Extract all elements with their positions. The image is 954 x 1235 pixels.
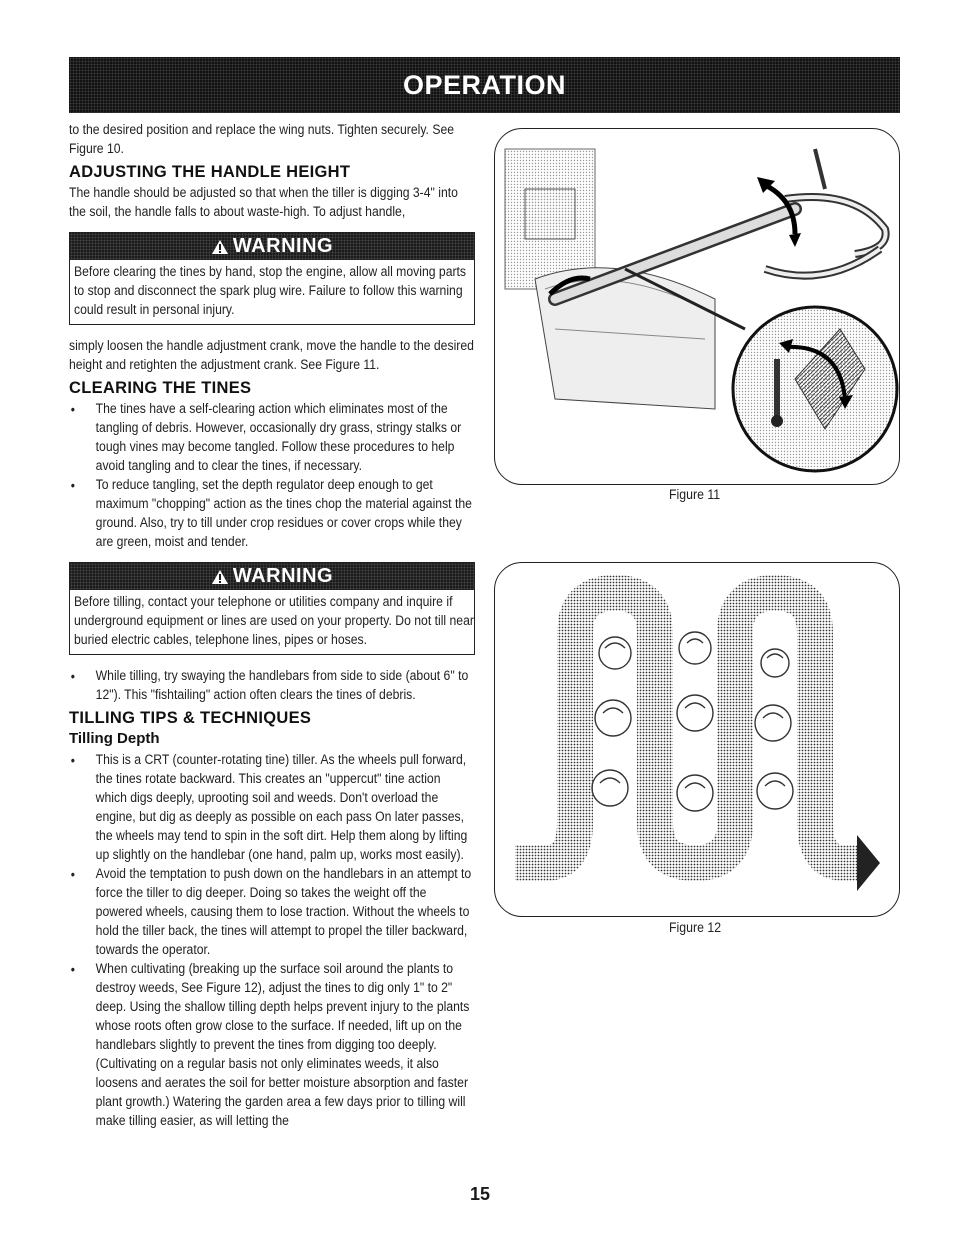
left-column xyxy=(69,121,479,1131)
clearing-bullets xyxy=(69,400,475,552)
warning-header xyxy=(70,563,474,590)
tilling-bullets xyxy=(69,751,475,1131)
warning-box-utilities xyxy=(69,562,475,655)
figure-12-caption: Figure 12 xyxy=(669,919,722,935)
intro-text: to the desired position and replace the wing nuts. Tighten securely. See Figure 10. xyxy=(69,122,455,157)
cultivating-path-illustration xyxy=(495,563,899,916)
warning-text: Before clearing the tines by hand, stop the engine, allow all moving parts to stop and disconnect the spark plug wire. Failure to follow this warning could result in personal injury. xyxy=(74,264,467,318)
tilling-subheading: Tilling Depth xyxy=(69,730,160,747)
warning-triangle-icon xyxy=(211,569,229,585)
figure-12-frame xyxy=(494,562,900,917)
list-item: • The tines have a self-clearing action which eliminates most of the tangling of debris. However, occasionally dry grass, stringy stalks or tough vines may become tangled. Follow these procedures to help avoid tangling and to clear the tines, if necessary. xyxy=(69,400,475,476)
list-item: • While tilling, try swaying the handlebars from side to side (about 6" to 12"). This "fishtailing" action often clears the tines of debris. xyxy=(69,667,475,705)
handle-height-para1: The handle should be adjusted so that when the tiller is digging 3-4" into the soil, the handle falls to about waste-high. To adjust handle, xyxy=(69,185,458,220)
clearing-heading: CLEARING THE TINES xyxy=(69,379,252,397)
figure-11-caption: Figure 11 xyxy=(669,486,721,502)
warning-text: Before tilling, contact your telephone or utilities company and inquire if underground equipment or lines are used on your property. Do not till near buried electric cables, telephone lines, pipes or hoses. xyxy=(74,594,474,648)
figure-11-frame xyxy=(494,128,900,485)
handle-height-heading: ADJUSTING THE HANDLE HEIGHT xyxy=(69,163,351,181)
handle-height-para2: simply loosen the handle adjustment crank, move the handle to the desired height and retighten the adjustment crank. See Figure 11. xyxy=(69,338,474,373)
page-number: 15 xyxy=(470,1184,491,1204)
tiller-handle-illustration xyxy=(495,129,899,484)
list-item: • To reduce tangling, set the depth regulator deep enough to get maximum "chopping" action as the tines chop the material against the ground. Also, try to till under crop residues or cover crops while they are green, moist and tender. xyxy=(69,476,475,552)
tilling-heading: TILLING TIPS & TECHNIQUES xyxy=(69,709,312,727)
warning-label: WARNING xyxy=(232,235,334,257)
section-title: OPERATION xyxy=(402,69,566,100)
warning-box-tines xyxy=(69,232,475,325)
list-item: • This is a CRT (counter-rotating tine) tiller. As the wheels pull forward, the tines rotate backward. This creates an "uppercut" tine action which digs deeply, uprooting soil and weeds. Don't overload the engine, but dig as deeply as possible on each pass On later passes, the wheels may tend to spin in the soft dirt. Help them along by lifting up slightly on the handlebar (one hand, palm up, works most easily). xyxy=(69,751,475,865)
list-item: • When cultivating (breaking up the surface soil around the plants to destroy weeds, See Figure 12), adjust the tines to dig only 1" to 2" deep. Using the shallow tilling depth helps prevent injury to the plants whose roots often grow close to the surface. If needed, lift up on the handlebars slightly to prevent the tines from digging too deeply. (Cultivating on a regular basis not only eliminates weeds, it also loosens and aerates the soil for better moisture absorption and faster plant growth.) Watering the garden area a few days prior to tilling will make tilling easier, as will letting the xyxy=(69,960,475,1131)
clearing-bullets-extra xyxy=(69,667,475,705)
warning-label: WARNING xyxy=(232,565,334,587)
warning-header xyxy=(70,233,474,260)
section-banner xyxy=(69,57,900,113)
warning-triangle-icon xyxy=(211,239,229,255)
list-item: • Avoid the temptation to push down on the handlebars in an attempt to force the tiller to dig deeper. Doing so takes the weight off the powered wheels, causing them to lose traction. Without the wheels to hold the tiller back, the tines will attempt to propel the tiller backward, towards the operator. xyxy=(69,865,475,960)
